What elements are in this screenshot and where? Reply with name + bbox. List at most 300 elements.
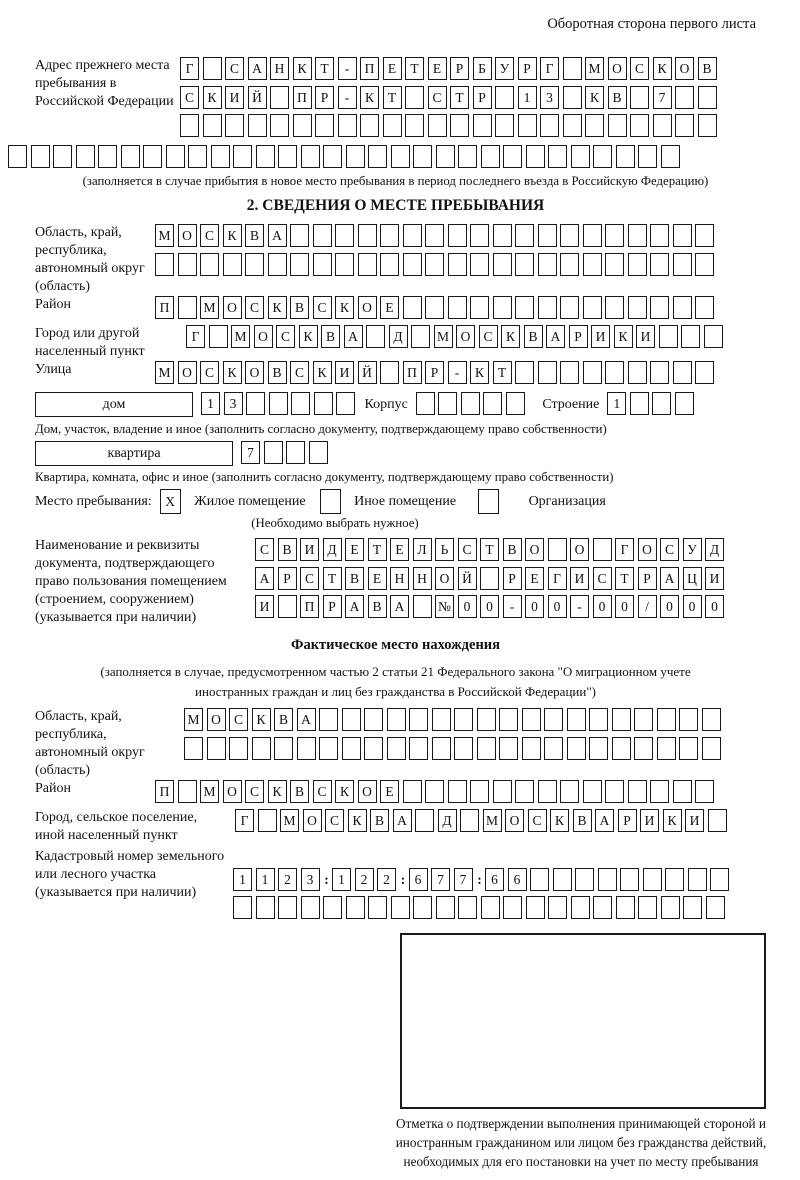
char-cell[interactable]: С: [660, 538, 679, 561]
char-cell[interactable]: [628, 224, 647, 247]
char-cell[interactable]: [256, 896, 275, 919]
char-cell[interactable]: [346, 145, 365, 168]
char-cell[interactable]: 1: [201, 392, 220, 415]
char-cell[interactable]: Р: [618, 809, 637, 832]
char-cell[interactable]: [657, 708, 676, 731]
char-cell[interactable]: К: [252, 708, 271, 731]
char-cell[interactable]: Д: [389, 325, 408, 348]
char-cell[interactable]: [628, 296, 647, 319]
char-cell[interactable]: [583, 296, 602, 319]
char-cell[interactable]: М: [155, 224, 174, 247]
char-cell[interactable]: 6: [485, 868, 504, 891]
char-cell[interactable]: [207, 737, 226, 760]
char-cell[interactable]: [499, 708, 518, 731]
char-cell[interactable]: Й: [248, 86, 267, 109]
char-cell[interactable]: О: [207, 708, 226, 731]
char-cell[interactable]: [673, 780, 692, 803]
char-cell[interactable]: [268, 253, 287, 276]
char-cell[interactable]: [403, 780, 422, 803]
char-cell[interactable]: [458, 896, 477, 919]
char-cell[interactable]: [290, 253, 309, 276]
char-cell[interactable]: [706, 896, 725, 919]
char-cell[interactable]: [522, 708, 541, 731]
char-cell[interactable]: М: [280, 809, 299, 832]
char-cell[interactable]: Р: [473, 86, 492, 109]
char-cell[interactable]: [229, 737, 248, 760]
char-cell[interactable]: А: [390, 595, 409, 618]
char-cell[interactable]: [673, 361, 692, 384]
char-cell[interactable]: В: [503, 538, 522, 561]
char-cell[interactable]: М: [200, 296, 219, 319]
char-cell[interactable]: 1: [233, 868, 252, 891]
char-cell[interactable]: О: [638, 538, 657, 561]
char-cell[interactable]: [681, 325, 700, 348]
char-cell[interactable]: [366, 325, 385, 348]
char-cell[interactable]: [223, 253, 242, 276]
char-cell[interactable]: /: [638, 595, 657, 618]
char-cell[interactable]: [203, 114, 222, 137]
char-cell[interactable]: [653, 114, 672, 137]
char-cell[interactable]: С: [180, 86, 199, 109]
char-cell[interactable]: [495, 114, 514, 137]
char-cell[interactable]: [628, 253, 647, 276]
char-cell[interactable]: В: [370, 809, 389, 832]
char-cell[interactable]: [291, 392, 310, 415]
char-cell[interactable]: [675, 392, 694, 415]
char-cell[interactable]: [454, 737, 473, 760]
char-cell[interactable]: [650, 780, 669, 803]
char-cell[interactable]: [319, 737, 338, 760]
char-cell[interactable]: [225, 114, 244, 137]
char-cell[interactable]: В: [698, 57, 717, 80]
char-cell[interactable]: [335, 253, 354, 276]
char-cell[interactable]: [593, 896, 612, 919]
char-cell[interactable]: [477, 708, 496, 731]
char-cell[interactable]: [428, 114, 447, 137]
char-cell[interactable]: Т: [615, 567, 634, 590]
char-cell[interactable]: [478, 489, 499, 514]
char-cell[interactable]: [278, 145, 297, 168]
char-cell[interactable]: Й: [458, 567, 477, 590]
char-cell[interactable]: [450, 114, 469, 137]
char-cell[interactable]: [585, 114, 604, 137]
char-cell[interactable]: В: [573, 809, 592, 832]
char-cell[interactable]: [323, 145, 342, 168]
char-cell[interactable]: [630, 86, 649, 109]
char-cell[interactable]: [673, 253, 692, 276]
char-cell[interactable]: [409, 737, 428, 760]
char-cell[interactable]: [342, 708, 361, 731]
char-cell[interactable]: [538, 253, 557, 276]
char-cell[interactable]: В: [608, 86, 627, 109]
char-cell[interactable]: С: [325, 809, 344, 832]
char-cell[interactable]: [612, 708, 631, 731]
char-cell[interactable]: 0: [683, 595, 702, 618]
char-cell[interactable]: [515, 296, 534, 319]
char-cell[interactable]: 0: [593, 595, 612, 618]
char-cell[interactable]: [634, 708, 653, 731]
char-cell[interactable]: [675, 114, 694, 137]
char-cell[interactable]: 6: [508, 868, 527, 891]
char-cell[interactable]: [338, 114, 357, 137]
char-cell[interactable]: С: [245, 296, 264, 319]
char-cell[interactable]: [702, 708, 721, 731]
char-cell[interactable]: П: [293, 86, 312, 109]
char-cell[interactable]: А: [546, 325, 565, 348]
char-cell[interactable]: [548, 896, 567, 919]
char-cell[interactable]: [297, 737, 316, 760]
char-cell[interactable]: 7: [241, 441, 260, 464]
char-cell[interactable]: -: [570, 595, 589, 618]
char-cell[interactable]: [583, 224, 602, 247]
char-cell[interactable]: [679, 737, 698, 760]
char-cell[interactable]: Д: [323, 538, 342, 561]
char-cell[interactable]: [178, 296, 197, 319]
char-cell[interactable]: 3: [301, 868, 320, 891]
char-cell[interactable]: [448, 224, 467, 247]
char-cell[interactable]: [436, 145, 455, 168]
char-cell[interactable]: -: [448, 361, 467, 384]
char-cell[interactable]: [567, 708, 586, 731]
apartment-type-field[interactable]: квартира: [35, 441, 233, 466]
char-cell[interactable]: 0: [615, 595, 634, 618]
char-cell[interactable]: Б: [473, 57, 492, 80]
char-cell[interactable]: [503, 896, 522, 919]
char-cell[interactable]: Ц: [683, 567, 702, 590]
char-cell[interactable]: К: [614, 325, 633, 348]
char-cell[interactable]: [309, 441, 328, 464]
char-cell[interactable]: [563, 57, 582, 80]
char-cell[interactable]: [425, 296, 444, 319]
char-cell[interactable]: К: [501, 325, 520, 348]
char-cell[interactable]: О: [570, 538, 589, 561]
char-cell[interactable]: В: [278, 538, 297, 561]
char-cell[interactable]: И: [255, 595, 274, 618]
char-cell[interactable]: У: [495, 57, 514, 80]
char-cell[interactable]: [121, 145, 140, 168]
char-cell[interactable]: [178, 253, 197, 276]
char-cell[interactable]: П: [360, 57, 379, 80]
char-cell[interactable]: О: [178, 361, 197, 384]
char-cell[interactable]: [387, 708, 406, 731]
char-cell[interactable]: О: [608, 57, 627, 80]
char-cell[interactable]: [650, 224, 669, 247]
char-cell[interactable]: [638, 145, 657, 168]
char-cell[interactable]: С: [300, 567, 319, 590]
char-cell[interactable]: [679, 708, 698, 731]
char-cell[interactable]: [661, 896, 680, 919]
char-cell[interactable]: [364, 708, 383, 731]
char-cell[interactable]: [391, 145, 410, 168]
char-cell[interactable]: В: [345, 567, 364, 590]
char-cell[interactable]: [575, 868, 594, 891]
char-cell[interactable]: Е: [368, 567, 387, 590]
char-cell[interactable]: [548, 145, 567, 168]
char-cell[interactable]: [553, 868, 572, 891]
char-cell[interactable]: [425, 780, 444, 803]
char-cell[interactable]: [605, 780, 624, 803]
char-cell[interactable]: А: [297, 708, 316, 731]
char-cell[interactable]: [380, 361, 399, 384]
char-cell[interactable]: [436, 896, 455, 919]
char-cell[interactable]: К: [203, 86, 222, 109]
char-cell[interactable]: -: [338, 86, 357, 109]
char-cell[interactable]: [695, 296, 714, 319]
char-cell[interactable]: Т: [383, 86, 402, 109]
char-cell[interactable]: [638, 896, 657, 919]
char-cell[interactable]: [8, 145, 27, 168]
char-cell[interactable]: Р: [638, 567, 657, 590]
char-cell[interactable]: Г: [548, 567, 567, 590]
char-cell[interactable]: [245, 253, 264, 276]
char-cell[interactable]: [506, 392, 525, 415]
char-cell[interactable]: К: [223, 361, 242, 384]
char-cell[interactable]: [526, 896, 545, 919]
char-cell[interactable]: Г: [186, 325, 205, 348]
char-cell[interactable]: [652, 392, 671, 415]
char-cell[interactable]: [538, 224, 557, 247]
char-cell[interactable]: [650, 253, 669, 276]
char-cell[interactable]: [515, 361, 534, 384]
char-cell[interactable]: Л: [413, 538, 432, 561]
house-type-field[interactable]: дом: [35, 392, 193, 417]
char-cell[interactable]: О: [178, 224, 197, 247]
char-cell[interactable]: [98, 145, 117, 168]
char-cell[interactable]: Г: [615, 538, 634, 561]
char-cell[interactable]: К: [268, 780, 287, 803]
char-cell[interactable]: М: [184, 708, 203, 731]
char-cell[interactable]: [380, 224, 399, 247]
stay-checkbox-residential[interactable]: [160, 489, 185, 514]
char-cell[interactable]: 1: [256, 868, 275, 891]
char-cell[interactable]: [515, 780, 534, 803]
char-cell[interactable]: [560, 296, 579, 319]
char-cell[interactable]: К: [585, 86, 604, 109]
char-cell[interactable]: [448, 296, 467, 319]
char-cell[interactable]: Р: [450, 57, 469, 80]
char-cell[interactable]: К: [348, 809, 367, 832]
char-cell[interactable]: [315, 114, 334, 137]
char-cell[interactable]: [258, 809, 277, 832]
char-cell[interactable]: [211, 145, 230, 168]
char-cell[interactable]: [270, 114, 289, 137]
char-cell[interactable]: [470, 296, 489, 319]
char-cell[interactable]: [634, 737, 653, 760]
char-cell[interactable]: С: [225, 57, 244, 80]
char-cell[interactable]: П: [155, 296, 174, 319]
char-cell[interactable]: И: [685, 809, 704, 832]
char-cell[interactable]: [540, 114, 559, 137]
char-cell[interactable]: [673, 224, 692, 247]
char-cell[interactable]: [598, 868, 617, 891]
char-cell[interactable]: [319, 708, 338, 731]
char-cell[interactable]: К: [293, 57, 312, 80]
char-cell[interactable]: К: [653, 57, 672, 80]
char-cell[interactable]: [200, 253, 219, 276]
char-cell[interactable]: [413, 896, 432, 919]
char-cell[interactable]: [403, 296, 422, 319]
char-cell[interactable]: Й: [358, 361, 377, 384]
char-cell[interactable]: [499, 737, 518, 760]
char-cell[interactable]: [413, 145, 432, 168]
char-cell[interactable]: [630, 114, 649, 137]
char-cell[interactable]: К: [335, 296, 354, 319]
char-cell[interactable]: [544, 708, 563, 731]
char-cell[interactable]: [391, 896, 410, 919]
char-cell[interactable]: М: [483, 809, 502, 832]
char-cell[interactable]: [571, 896, 590, 919]
char-cell[interactable]: [616, 896, 635, 919]
char-cell[interactable]: [342, 737, 361, 760]
char-cell[interactable]: [336, 392, 355, 415]
char-cell[interactable]: [454, 708, 473, 731]
char-cell[interactable]: [515, 253, 534, 276]
char-cell[interactable]: [252, 737, 271, 760]
char-cell[interactable]: К: [470, 361, 489, 384]
char-cell[interactable]: 0: [525, 595, 544, 618]
char-cell[interactable]: [270, 86, 289, 109]
confirmation-stamp-box[interactable]: [400, 933, 766, 1109]
char-cell[interactable]: И: [300, 538, 319, 561]
char-cell[interactable]: [448, 780, 467, 803]
char-cell[interactable]: [301, 896, 320, 919]
char-cell[interactable]: Д: [438, 809, 457, 832]
char-cell[interactable]: [458, 145, 477, 168]
char-cell[interactable]: Н: [390, 567, 409, 590]
char-cell[interactable]: [461, 392, 480, 415]
char-cell[interactable]: [493, 224, 512, 247]
char-cell[interactable]: [683, 896, 702, 919]
char-cell[interactable]: [470, 224, 489, 247]
char-cell[interactable]: [293, 114, 312, 137]
char-cell[interactable]: О: [505, 809, 524, 832]
char-cell[interactable]: 1: [332, 868, 351, 891]
char-cell[interactable]: [346, 896, 365, 919]
char-cell[interactable]: [368, 145, 387, 168]
char-cell[interactable]: Р: [425, 361, 444, 384]
char-cell[interactable]: [493, 253, 512, 276]
char-cell[interactable]: 7: [431, 868, 450, 891]
char-cell[interactable]: [364, 737, 383, 760]
char-cell[interactable]: [661, 145, 680, 168]
char-cell[interactable]: Р: [315, 86, 334, 109]
char-cell[interactable]: [620, 868, 639, 891]
char-cell[interactable]: М: [585, 57, 604, 80]
char-cell[interactable]: О: [435, 567, 454, 590]
char-cell[interactable]: Е: [383, 57, 402, 80]
char-cell[interactable]: [605, 361, 624, 384]
char-cell[interactable]: 3: [224, 392, 243, 415]
char-cell[interactable]: [409, 708, 428, 731]
char-cell[interactable]: [178, 780, 197, 803]
char-cell[interactable]: [560, 361, 579, 384]
char-cell[interactable]: А: [345, 595, 364, 618]
char-cell[interactable]: [659, 325, 678, 348]
char-cell[interactable]: [184, 737, 203, 760]
char-cell[interactable]: [515, 224, 534, 247]
char-cell[interactable]: Т: [368, 538, 387, 561]
char-cell[interactable]: [188, 145, 207, 168]
char-cell[interactable]: Г: [540, 57, 559, 80]
char-cell[interactable]: [643, 868, 662, 891]
char-cell[interactable]: Р: [569, 325, 588, 348]
char-cell[interactable]: И: [640, 809, 659, 832]
char-cell[interactable]: Н: [413, 567, 432, 590]
stay-checkbox-other[interactable]: [320, 489, 345, 514]
char-cell[interactable]: Р: [278, 567, 297, 590]
char-cell[interactable]: В: [245, 224, 264, 247]
char-cell[interactable]: [630, 392, 649, 415]
char-cell[interactable]: У: [683, 538, 702, 561]
char-cell[interactable]: [383, 114, 402, 137]
char-cell[interactable]: [495, 86, 514, 109]
char-cell[interactable]: [233, 145, 252, 168]
char-cell[interactable]: [675, 86, 694, 109]
char-cell[interactable]: [405, 114, 424, 137]
char-cell[interactable]: [31, 145, 50, 168]
char-cell[interactable]: [612, 737, 631, 760]
char-cell[interactable]: А: [248, 57, 267, 80]
char-cell[interactable]: [415, 809, 434, 832]
char-cell[interactable]: [274, 737, 293, 760]
char-cell[interactable]: [387, 737, 406, 760]
char-cell[interactable]: [76, 145, 95, 168]
char-cell[interactable]: [538, 780, 557, 803]
char-cell[interactable]: В: [274, 708, 293, 731]
char-cell[interactable]: Н: [270, 57, 289, 80]
char-cell[interactable]: [53, 145, 72, 168]
char-cell[interactable]: [403, 253, 422, 276]
char-cell[interactable]: [335, 224, 354, 247]
char-cell[interactable]: [180, 114, 199, 137]
char-cell[interactable]: С: [528, 809, 547, 832]
char-cell[interactable]: [526, 145, 545, 168]
char-cell[interactable]: [563, 114, 582, 137]
char-cell[interactable]: К: [360, 86, 379, 109]
char-cell[interactable]: [480, 567, 499, 590]
char-cell[interactable]: Е: [428, 57, 447, 80]
char-cell[interactable]: [698, 114, 717, 137]
char-cell[interactable]: О: [675, 57, 694, 80]
char-cell[interactable]: [493, 296, 512, 319]
char-cell[interactable]: [278, 595, 297, 618]
char-cell[interactable]: М: [200, 780, 219, 803]
char-cell[interactable]: С: [290, 361, 309, 384]
char-cell[interactable]: [563, 86, 582, 109]
char-cell[interactable]: К: [335, 780, 354, 803]
char-cell[interactable]: 0: [480, 595, 499, 618]
char-cell[interactable]: [544, 737, 563, 760]
char-cell[interactable]: К: [268, 296, 287, 319]
char-cell[interactable]: 0: [660, 595, 679, 618]
char-cell[interactable]: Г: [235, 809, 254, 832]
char-cell[interactable]: [483, 392, 502, 415]
char-cell[interactable]: 7: [653, 86, 672, 109]
char-cell[interactable]: О: [223, 780, 242, 803]
char-cell[interactable]: [695, 361, 714, 384]
char-cell[interactable]: Р: [518, 57, 537, 80]
char-cell[interactable]: [425, 253, 444, 276]
char-cell[interactable]: П: [403, 361, 422, 384]
char-cell[interactable]: М: [155, 361, 174, 384]
char-cell[interactable]: 1: [518, 86, 537, 109]
char-cell[interactable]: [209, 325, 228, 348]
char-cell[interactable]: Р: [323, 595, 342, 618]
char-cell[interactable]: [432, 737, 451, 760]
char-cell[interactable]: [695, 224, 714, 247]
char-cell[interactable]: [358, 224, 377, 247]
char-cell[interactable]: И: [570, 567, 589, 590]
